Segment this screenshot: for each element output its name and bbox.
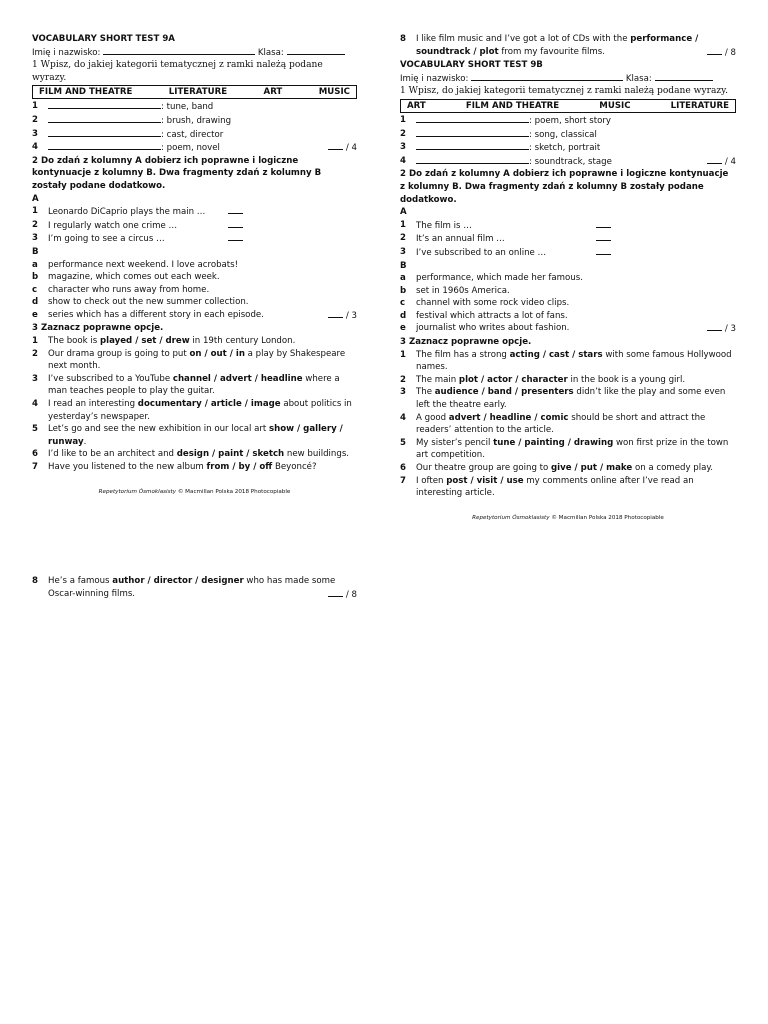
score-blank[interactable] [707,322,722,331]
task3-item: 7 I often post / visit / use my comments online after I’ve read an interesting article. [400,475,694,499]
score: / 3 [724,324,736,335]
column-a-label: A [400,207,407,218]
category: ART [407,100,426,111]
column-b-item: b set in 1960s America. [400,285,510,296]
task3-item: 1 The film has a strong acting / cast / stars with some famous Hollywood names. [400,349,732,373]
answer-blank[interactable] [416,141,529,150]
task2-instruction: 2 Do zdań z kolumny A dobierz ich poprawne i logiczne kontynuacje z kolumny B. Dwa fragmenty zdań z kolumny B zostały podane dodatkowo. [400,169,729,205]
category: LITERATURE [670,100,729,111]
column-a-item: 2 I regularly watch one crime … [32,219,357,233]
answer-options[interactable]: show / gallery / runway [48,424,343,447]
task3-item: 4 A good advert / headline / comic should be short and attract the readers’ attention to the article. [400,412,706,436]
answer-options[interactable]: performance / soundtrack / plot [416,34,699,57]
answer-blank[interactable] [596,232,611,241]
task1-item: 2 : song, classical [400,128,597,140]
column-a-item: 3 I’m going to see a circus … [32,232,357,246]
score-blank[interactable] [328,588,343,597]
column-b-item: d festival which attracts a lot of fans. [400,310,568,321]
answer-blank[interactable] [48,128,161,137]
answer-blank[interactable] [596,219,611,228]
test-title: VOCABULARY SHORT TEST 9B [400,60,543,71]
task3-item: 2 Our drama group is going to put on / out / in a play by Shakespeare next month. [32,348,346,372]
category: LITERATURE [168,87,228,98]
task3-instruction: 3 Zaznacz poprawne opcje. [400,337,532,348]
answer-options[interactable]: design / paint / sketch [176,449,285,460]
answer-options[interactable]: acting / cast / stars [509,349,603,360]
score: / 4 [724,156,736,167]
category: FILM AND THEATRE [465,100,560,111]
score: / 8 [345,589,357,600]
test-9a [32,33,357,498]
task3-item: 3 The audience / band / presenters didn’t like the play and some even left the theatre early. [400,387,726,411]
name-field[interactable] [103,46,255,55]
column-b-item: e series which has a different story in each episode. / 3 [32,309,357,321]
answer-options[interactable]: tune / painting / drawing [493,437,614,448]
task3-item: 4 I read an interesting documentary / article / image about politics in yesterday’s newspaper. [32,399,352,422]
name-class-line [32,46,357,60]
answer-options[interactable]: documentary / article / image [137,399,281,410]
test-9b [400,33,736,524]
category: ART [263,87,283,98]
score-blank[interactable] [707,155,722,164]
column-b-item: a performance, which made her famous. [400,273,583,284]
column-a-item: 2 It’s an annual film … [400,232,736,246]
task3-item: 5 My sister’s pencil tune / painting / drawing won first prize in the town art competition. [400,437,729,461]
task1-item: 4 : poem, novel / 4 [32,142,357,154]
category: MUSIC [318,87,350,98]
answer-blank[interactable] [416,155,529,164]
task3-item: 6 I’d like to be an architect and design / paint / sketch new buildings. [32,449,350,460]
column-b-item: b magazine, which comes out each week. [32,272,220,283]
task1-item: 2 : brush, drawing [32,114,232,126]
task3-item: 5 Let’s go and see the new exhibition in our local art show / gallery / runway. [32,424,343,447]
test-title: VOCABULARY SHORT TEST 9A [32,34,175,44]
task3-item: 6 Our theatre group are going to give / put / make on a comedy play. [400,463,713,473]
score: / 4 [345,143,357,154]
score-blank[interactable] [328,141,343,150]
class-field[interactable] [287,46,345,55]
answer-options[interactable]: give / put / make [551,463,633,473]
answer-blank[interactable] [48,100,161,109]
answer-blank[interactable] [596,246,611,255]
test-9a-continued [32,575,357,601]
name-field[interactable] [471,72,623,81]
task1-item: 1 : poem, short story [400,114,612,126]
page-footer [400,512,736,525]
category-box [32,85,357,99]
answer-options[interactable]: played / set / drew [100,336,190,347]
task3-item: 3 I’ve subscribed to a YouTube channel / advert / headline where a man teaches people to play the guitar. [32,373,340,397]
column-a-item: 3 I’ve subscribed to an online … [400,246,736,260]
score-blank[interactable] [707,46,722,55]
task1-instruction: 1 Wpisz, do jakiej kategorii tematycznej z ramki należą podane wyrazy. [400,86,728,97]
task3-item: 8 I like film music and I’ve got a lot of CDs with the performance / soundtrack / plot from my favourite films. / 8 [400,34,736,58]
task3-item: 8 He’s a famous author / director / designer who has made some Oscar-winning films. / 8 [32,576,357,600]
class-field[interactable] [655,72,713,81]
answer-options[interactable]: from / by / off [206,462,273,472]
answer-blank[interactable] [416,114,529,123]
task1-item: 4 : soundtrack, stage / 4 [400,155,736,167]
answer-blank[interactable] [228,205,243,214]
score: / 3 [345,310,357,321]
column-b-item: a performance next weekend. I love acrobats! [32,259,239,270]
name-label: Imię i nazwisko: [400,73,469,84]
answer-options[interactable]: channel / advert / headline [172,373,303,384]
task1-item: 3 : sketch, portrait [400,142,601,154]
page-footer [32,486,357,499]
column-b-item: e journalist who writes about fashion. / 3 [400,323,736,335]
task2-instruction: 2 Do zdań z kolumny A dobierz ich poprawne i logiczne kontynuacje z kolumny B. Dwa fragmenty zdań z kolumny B zostały podane dodatkowo. [32,155,322,191]
answer-blank[interactable] [48,114,161,123]
answer-options[interactable]: advert / headline / comic [448,412,569,423]
column-b-item: d show to check out the new summer collection. [32,297,249,308]
category-box [400,99,736,113]
answer-options[interactable]: on / out / in [189,348,245,359]
column-a-item: 1 Leonardo DiCaprio plays the main … [32,205,357,219]
class-label: Klasa: [257,47,284,58]
task3-list [400,349,736,500]
category: FILM AND THEATRE [39,87,133,98]
answer-blank[interactable] [416,128,529,137]
answer-options[interactable]: audience / band / presenters [434,387,574,398]
class-label: Klasa: [625,73,652,84]
footer-copyright: © Macmillan Polska 2018 Photocopiable [177,488,291,495]
name-label: Imię i nazwisko: [32,47,101,58]
column-a-label: A [32,193,39,204]
answer-blank[interactable] [228,219,243,228]
answer-blank[interactable] [48,141,161,150]
column-b-label: B [32,246,39,257]
answer-options[interactable]: plot / actor / character [458,374,568,385]
task1-item: 1 : tune, band [32,101,214,113]
column-b-item: c channel with some rock video clips. [400,298,570,309]
footer-copyright: © Macmillan Polska 2018 Photocopiable [551,514,664,521]
score: / 8 [724,47,736,58]
score-blank[interactable] [328,309,343,318]
task1-instruction: 1 Wpisz, do jakiej kategorii tematycznej z ramki należą podane wyrazy. [32,60,323,83]
footer-series: Repetytorium Ósmoklasisty [472,514,550,521]
task3-list [32,335,357,474]
answer-options[interactable]: post / visit / use [446,475,524,486]
column-a-item: 1 The film is … [400,219,736,233]
task3-instruction: 3 Zaznacz poprawne opcje. [32,323,164,334]
task3-item: 2 The main plot / actor / character in the book is a young girl. [400,374,686,385]
category: MUSIC [599,100,631,111]
task3-item: 7 Have you listened to the new album from / by / off Beyoncé? [32,462,317,472]
column-b-label: B [400,260,407,271]
answer-blank[interactable] [228,232,243,241]
footer-series: Repetytorium Ósmoklasisty [98,488,177,495]
name-class-line [400,72,736,86]
task3-item: 1 The book is played / set / drew in 19th century London. [32,336,296,347]
task1-item: 3 : cast, director [32,128,224,140]
answer-options[interactable]: author / director / designer [112,576,244,586]
column-b-item: c character who runs away from home. [32,284,210,295]
